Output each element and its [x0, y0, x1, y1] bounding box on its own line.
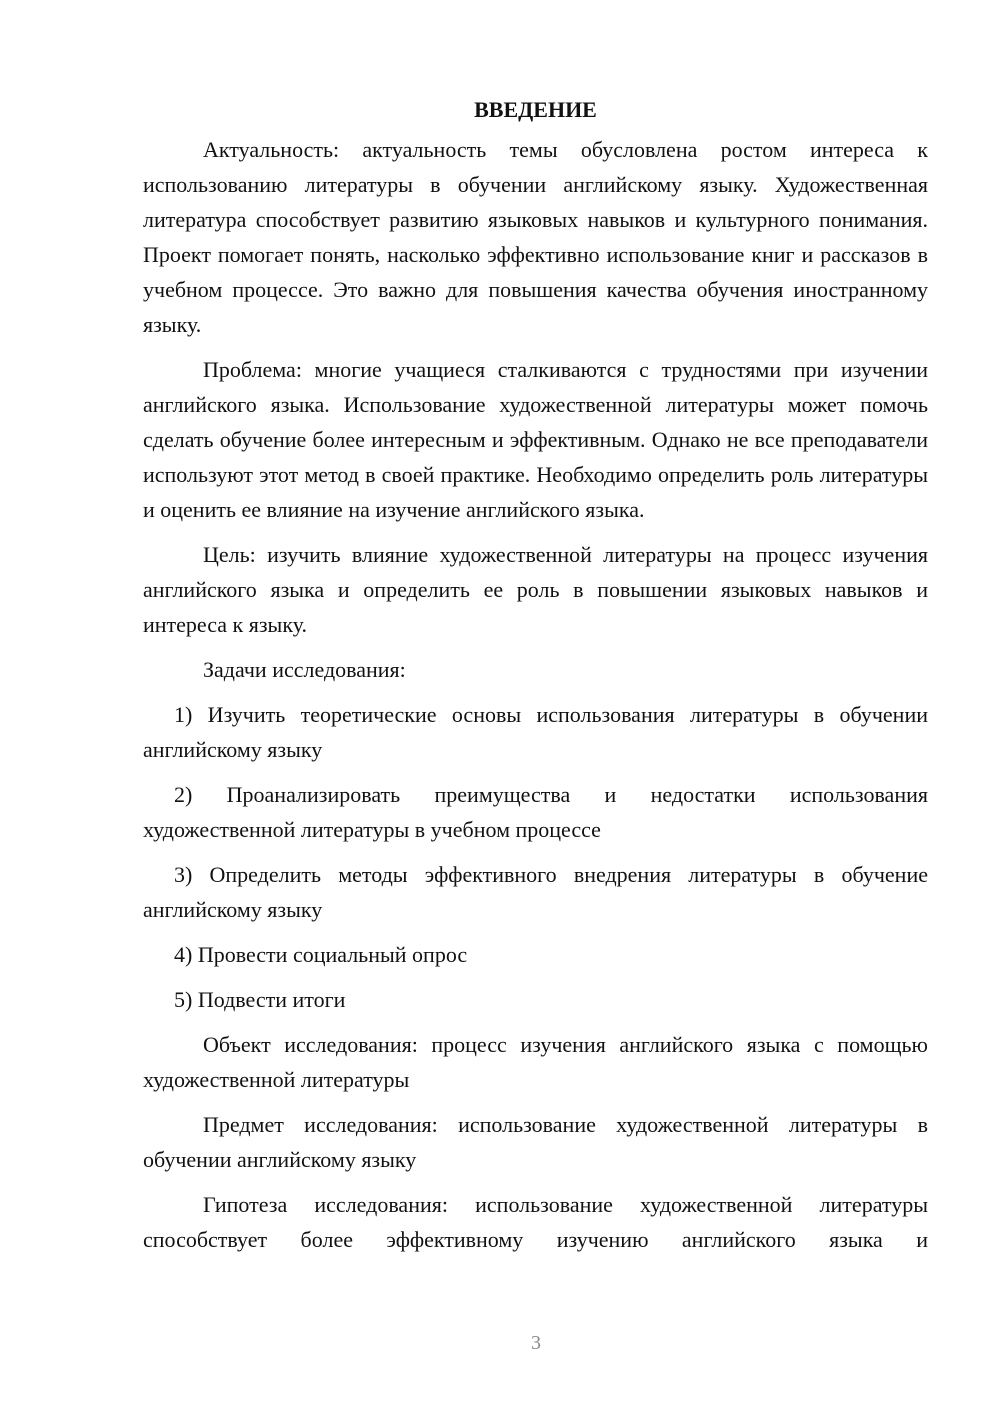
list-item-task-3: 3) Определить методы эффективного внедрения литературы в обучение английскому языку	[143, 862, 928, 922]
paragraph-object: Объект исследования: процесс изучения английского языка с помощью художественной литературы	[143, 1032, 928, 1092]
paragraph-subject: Предмет исследования: использование художественной литературы в обучении английскому языку	[143, 1112, 928, 1172]
list-item-task-1: 1) Изучить теоретические основы использования литературы в обучении английскому языку	[143, 702, 928, 762]
paragraph-goal: Цель: изучить влияние художественной литературы на процесс изучения английского языка и определить ее роль в повышении языковых навыков и интереса к языку.	[143, 542, 928, 637]
page-number: 3	[531, 1332, 541, 1354]
paragraph-problem: Проблема: многие учащиеся сталкиваются с трудностями при изучении английского языка. Использование художественной литературы может помочь сделать обучение более интересным и эффективным. Однако не все преподаватели используют этот метод в своей практике. Необходимо определить роль литературы и оценить ее влияние на изучение английского языка.	[143, 357, 928, 522]
list-item-task-4: 4) Провести социальный опрос	[174, 942, 468, 967]
tasks-heading: Задачи исследования:	[203, 657, 406, 682]
list-item-task-5: 5) Подвести итоги	[174, 987, 346, 1012]
list-item-task-2: 2) Проанализировать преимущества и недостатки использования художественной литературы в учебном процессе	[143, 782, 928, 842]
paragraph-hypothesis: Гипотеза исследования: использование художественной литературы способствует более эффективному изучению английского языка и	[143, 1192, 928, 1252]
paragraph-relevance: Актуальность: актуальность темы обусловлена ростом интереса к использованию литературы в обучении английскому языку. Художественная литература способствует развитию языковых навыков и культурного понимания. Проект помогает понять, насколько эффективно использование книг и рассказов в учебном процессе. Это важно для повышения качества обучения иностранному языку.	[143, 137, 928, 337]
section-title: ВВЕДЕНИЕ	[474, 97, 597, 122]
document-page	[143, 92, 928, 1257]
